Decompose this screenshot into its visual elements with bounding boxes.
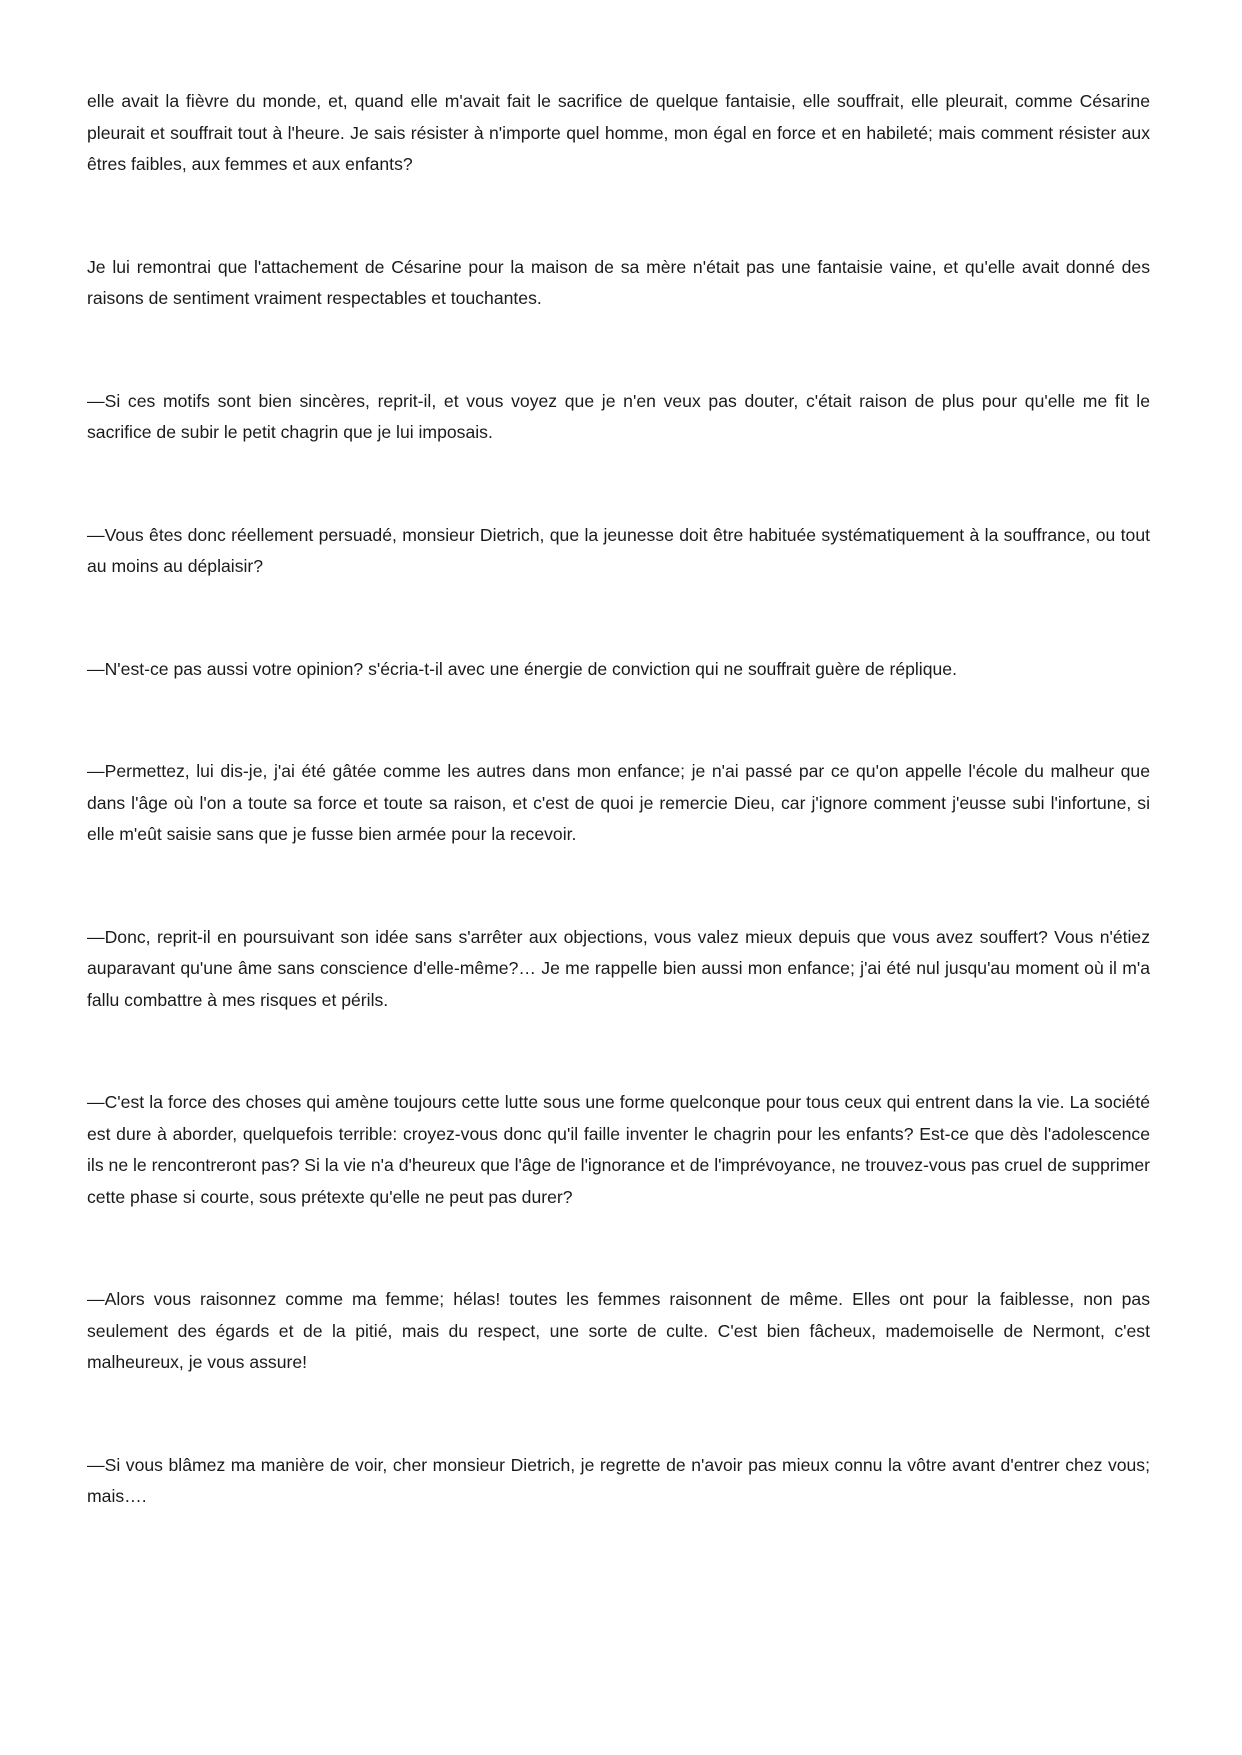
paragraph-7: —Donc, reprit-il en poursuivant son idée sans s'arrêter aux objections, vous valez mieux depuis que vous avez souffert? Vous n'étiez auparavant qu'une âme sans conscience d'elle-même?… Je me rappelle bien aussi mon enfance; j'ai été nul jusqu'au moment où il m'a fallu combattre à mes risques et périls.	[87, 926, 1150, 1010]
paragraph-2: Je lui remontrai que l'attachement de Césarine pour la maison de sa mère n'était pas une fantaisie vaine, et qu'elle avait donné des raisons de sentiment vraiment respectables et touchantes.	[87, 256, 1150, 308]
paragraph-10: —Si vous blâmez ma manière de voir, cher monsieur Dietrich, je regrette de n'avoir pas mieux connu la vôtre avant d'entrer chez vous; mais….	[87, 1454, 1150, 1506]
paragraph-9: —Alors vous raisonnez comme ma femme; hélas! toutes les femmes raisonnent de même. Elles ont pour la faiblesse, non pas seulement des égards et de la pitié, mais du respect, une sorte de culte. C'est bien fâcheux, mademoiselle de Nermont, c'est malheureux, je vous assure!	[87, 1289, 1150, 1372]
paragraph-8: —C'est la force des choses qui amène toujours cette lutte sous une forme quelconque pour tous ceux qui entrent dans la vie. La société est dure à aborder, quelquefois terrible: croyez-vous donc qu'il faille inventer le chagrin pour les enfants? Est-ce que dès l'adolescence ils ne le rencontreront pas? Si la vie n'a d'heureux que l'âge de l'ignorance et de l'imprévoyance, ne trouvez-vous pas cruel de supprimer cette phase si courte, sous prétexte qu'elle ne peut pas durer?	[87, 1092, 1150, 1207]
paragraph-5: —N'est-ce pas aussi votre opinion? s'écria-t-il avec une énergie de conviction qui ne souffrait guère de réplique.	[87, 658, 957, 679]
paragraph-1: elle avait la fièvre du monde, et, quand elle m'avait fait le sacrifice de quelque fantaisie, elle souffrait, elle pleurait, comme Césarine pleurait et souffrait tout à l'heure. Je sais résister à n'importe quel homme, mon égal en force et en habileté; mais comment résister aux êtres faibles, aux femmes et aux enfants?	[87, 91, 1150, 174]
paragraph-6: —Permettez, lui dis-je, j'ai été gâtée comme les autres dans mon enfance; je n'ai passé par ce qu'on appelle l'école du malheur que dans l'âge où l'on a toute sa force et toute sa raison, et c'est de quoi je remercie Dieu, car j'ignore comment j'eusse subi l'infortune, si elle m'eût saisie sans que je fusse bien armée pour la recevoir.	[87, 761, 1150, 844]
paragraph-4: —Vous êtes donc réellement persuadé, monsieur Dietrich, que la jeunesse doit être habituée systématiquement à la souffrance, ou tout au moins au déplaisir?	[87, 524, 1150, 576]
document-page	[87, 86, 1150, 1584]
paragraph-3: —Si ces motifs sont bien sincères, reprit-il, et vous voyez que je n'en veux pas douter, c'était raison de plus pour qu'elle me fit le sacrifice de subir le petit chagrin que je lui imposais.	[87, 390, 1150, 442]
